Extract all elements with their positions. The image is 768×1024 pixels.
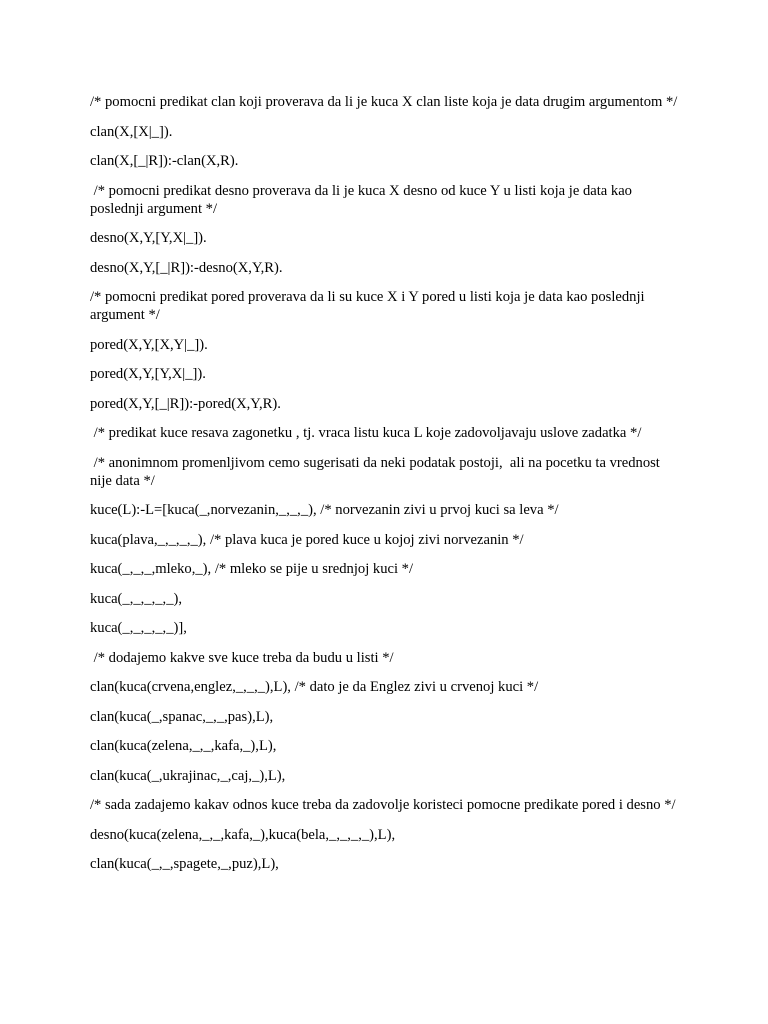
paragraph-code-line: kuca(plava,_,_,_,_), /* plava kuca je pored kuce u kojoj zivi norvezanin */ <box>90 531 524 548</box>
paragraph-code-line: desno(kuca(zelena,_,_,kafa,_),kuca(bela,_,_,_,_),L), <box>90 826 396 843</box>
paragraph-code-line: kuca(_,_,_,_,_), <box>90 590 182 607</box>
paragraph-code-line: pored(X,Y,[Y,X|_]). <box>90 366 206 382</box>
paragraph-comment-anonimnom: /* anonimnom promenljivom cemo sugerisati da neki podatak postoji, ali na pocetku ta vrednost nije data */ <box>90 454 664 489</box>
paragraph-code-line: pored(X,Y,[X,Y|_]). <box>90 336 208 353</box>
paragraph-code-line: clan(X,[_|R]):-clan(X,R). <box>90 153 239 169</box>
paragraph-code-line: kuca(_,_,_,_,_)], <box>90 620 187 636</box>
paragraph-code-line: clan(kuca(crvena,englez,_,_,_),L), /* dato je da Englez zivi u crvenoj kuci */ <box>90 679 539 695</box>
paragraph-comment-desno: /* pomocni predikat desno proverava da li je kuca X desno od kuce Y u listi koja je data kao poslednji argument */ <box>90 182 636 217</box>
paragraph-comment-pored: /* pomocni predikat pored proverava da li su kuce X i Y pored u listi koja je data kao poslednji argument */ <box>90 289 649 323</box>
paragraph-code-line: clan(kuca(zelena,_,_,kafa,_),L), <box>90 738 277 754</box>
paragraph-comment-kuce: /* predikat kuce resava zagonetku , tj. vraca listu kuca L koje zadovoljavaju uslove zadatka */ <box>90 425 642 441</box>
paragraph-comment-sada: /* sada zadajemo kakav odnos kuce treba da zadovolje koristeci pomocne predikate pored i desno */ <box>90 797 676 813</box>
paragraph-code-line: desno(X,Y,[Y,X|_]). <box>90 230 207 246</box>
paragraph-comment-clan: /* pomocni predikat clan koji proverava da li je kuca X clan liste koja je data drugim argumentom */ <box>90 94 678 110</box>
document-body <box>90 93 680 885</box>
paragraph-comment-dodajemo: /* dodajemo kakve sve kuce treba da budu u listi */ <box>90 649 394 666</box>
paragraph-code-line: clan(kuca(_,ukrajinac,_,caj,_),L), <box>90 767 286 784</box>
paragraph-code-line: kuce(L):-L=[kuca(_,norvezanin,_,_,_), /* norvezanin zivi u prvoj kuci sa leva */ <box>90 502 559 518</box>
paragraph-code-line: pored(X,Y,[_|R]):-pored(X,Y,R). <box>90 395 281 412</box>
paragraph-code-line: desno(X,Y,[_|R]):-desno(X,Y,R). <box>90 259 283 276</box>
paragraph-code-line: kuca(_,_,_,mleko,_), /* mleko se pije u srednjoj kuci */ <box>90 561 414 577</box>
paragraph-code-line: clan(kuca(_,spanac,_,_,pas),L), <box>90 708 274 725</box>
paragraph-code-line: clan(X,[X|_]). <box>90 123 173 140</box>
paragraph-code-line: clan(kuca(_,_,spagete,_,puz),L), <box>90 856 279 872</box>
